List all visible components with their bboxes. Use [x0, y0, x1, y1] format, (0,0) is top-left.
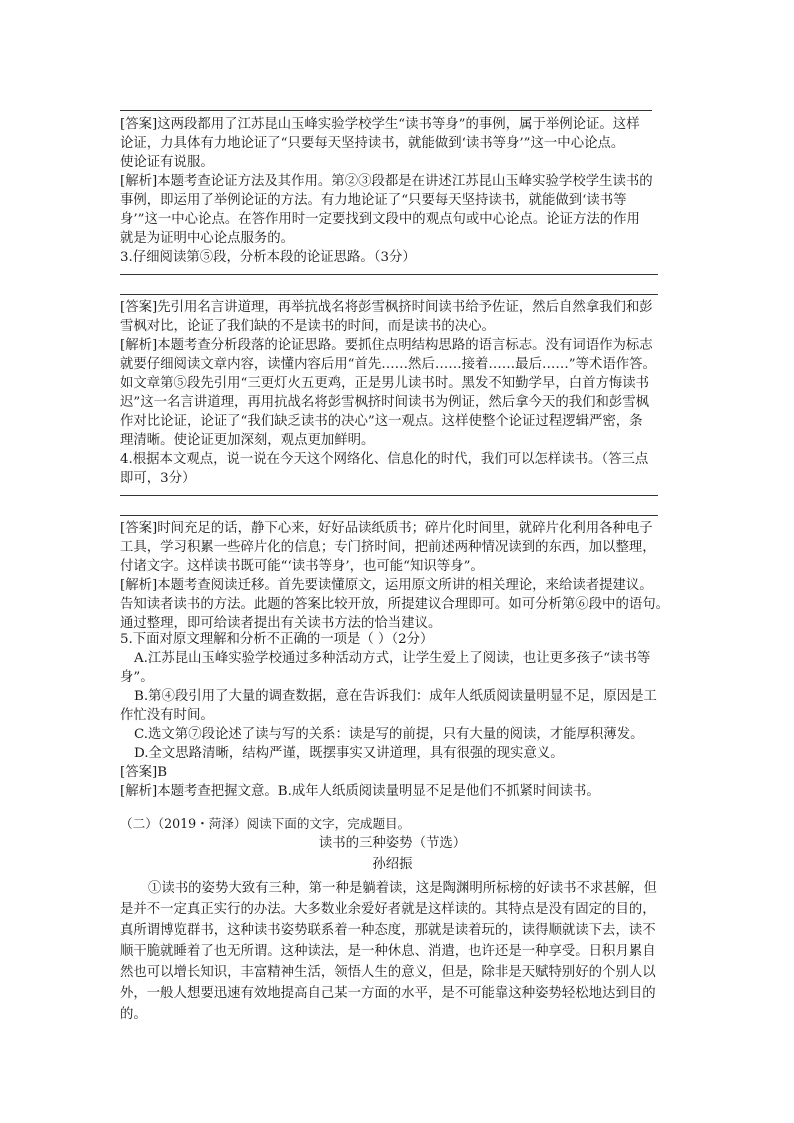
- answer-line: [答案]先引用名言讲道理，再举抗战名将彭雪枫挤时间读书给予佐证，然后自然拿我们和彭: [120, 300, 653, 315]
- question-line: 4.根据本文观点，说一说在今天这个网络化、信息化的时代，我们可以怎样读书。（答三点: [120, 452, 649, 467]
- option-c: C.选文第⑦段论述了读与写的关系：读是写的前提，只有大量的阅读，才能厚积薄发。: [134, 727, 644, 742]
- answer-blank-line: [120, 294, 658, 295]
- article-author: [120, 855, 665, 874]
- q2-analysis: [120, 172, 665, 248]
- answer-blank-line: [120, 495, 658, 496]
- answer-line: 付诸文字。这样读书既可能“‘读书等身’，也可能“知识等身”。: [120, 559, 484, 574]
- question-line: 即可，3分）: [120, 471, 196, 486]
- q4-answer: [120, 519, 665, 576]
- analysis-line: [解析]本题考查论证方法及其作用。第②③段都是在讲述江苏昆山玉峰实验学校学生读书的: [120, 174, 653, 189]
- analysis-line: 通过整理，即可给读者提出有关读书方法的恰当建议。: [120, 616, 442, 631]
- option-b: B.第④段引用了大量的调查数据，意在告诉我们：成年人纸质阅读量明显不足，原因是工: [134, 689, 657, 704]
- q3-analysis: [120, 336, 665, 450]
- option-a-cont: 身”。: [120, 670, 154, 685]
- analysis-line: 如文章第⑤段先引用“三更灯火五更鸡，正是男儿读书时。黑发不知勤学早，白首方悔读书: [120, 376, 650, 391]
- q3-question: [120, 248, 665, 267]
- section-intro: [120, 814, 665, 833]
- option-d: D.全文思路清晰，结构严谨，既摆事实又讲道理，具有很强的现实意义。: [134, 746, 564, 761]
- article-title-text: 读书的三种姿势（节选）: [318, 836, 467, 851]
- option-b-cont: 作忙没有时间。: [120, 708, 214, 723]
- answer-line: [答案]这两段都用了江苏昆山玉峰实验学校学生“读书等身”的事例，属于举例论证。这样: [120, 117, 640, 132]
- paragraph-line: 顺干脆就睡着了也无所谓。这种读法，是一种休息、消遣，也许还是一种享受。日积月累自: [120, 944, 656, 959]
- paragraph-line: 真所谓博览群书，这种读书姿势联系着一种态度，那就是读着玩的，读得顺就读下去，读不: [120, 923, 656, 938]
- answer-line: [答案]B: [120, 765, 168, 780]
- q5-block: [120, 630, 665, 801]
- question-text: 5.下面对原文理解和分析不正确的一项是（ ）（2分）: [120, 632, 434, 647]
- answer-line: 雪枫对比，论证了我们缺的不是读书的时间，而是读书的决心。: [120, 319, 495, 334]
- q4-analysis: [120, 576, 670, 633]
- answer-blank-line: [120, 110, 652, 111]
- analysis-line: 就是为证明中心论点服务的。: [120, 231, 295, 246]
- question-text: 3.仔细阅读第⑤段，分析本段的论证思路。（3分）: [120, 250, 416, 265]
- answer-line: 使论证有说服。: [120, 155, 214, 170]
- article-title: [120, 834, 665, 853]
- q3-answer: [120, 298, 665, 336]
- analysis-line: [解析]本题考查分析段落的论证思路。要抓住点明结构思路的语言标志。没有词语作为标志: [120, 338, 653, 353]
- analysis-line: 作对比论证，论证了“我们缺乏读书的决心”这一观点。这样使整个论证过程逻辑严密，条: [120, 414, 643, 429]
- analysis-line: [解析]本题考查阅读迁移。首先要读懂原文，运用原文所讲的相关理论，来给读者提建议。: [120, 578, 653, 593]
- paragraph-line: 是并不一定真正实行的办法。大多数业余爱好者就是这样读的。其特点是没有固定的目的，: [120, 902, 656, 917]
- answer-line: [答案]时间充足的话，静下心来，好好品读纸质书；碎片化时间里，就碎片化利用各种电子: [120, 521, 653, 536]
- answer-line: 论证，力具体有力地论证了“只要每天坚持读书，就能做到‘读书等身’”这一中心论点。: [120, 136, 625, 151]
- section-intro-text: （二）（2019・菏泽）阅读下面的文字，完成题目。: [120, 816, 411, 831]
- answer-blank-line: [120, 515, 658, 516]
- analysis-line: 身’”这一中心论点。在答作用时一定要找到文段中的观点句或中心论点。论证方法的作用: [120, 212, 640, 227]
- option-a: A.江苏昆山玉峰实验学校通过多种活动方式，让学生爱上了阅读，也让更多孩子“读书等: [134, 651, 651, 666]
- q2-answer: [120, 115, 665, 172]
- analysis-line: 事例，即运用了举例论证的方法。有力地论证了“只要每天坚持读书，就能做到‘读书等: [120, 193, 627, 208]
- paragraph-line: 然也可以增长知识，丰富精神生活，领悟人生的意义，但是，除非是天赋特别好的个别人以: [120, 965, 656, 980]
- analysis-line: 就要仔细阅读文章内容，读懂内容后用“首先……然后……接着……最后……”等术语作答。: [120, 357, 656, 372]
- article-author-text: 孙绍振: [372, 857, 413, 872]
- q4-question: [120, 450, 665, 488]
- analysis-line: [解析]本题考查把握文意。B.成年人纸质阅读量明显不足是他们不抓紧时间读书。: [120, 784, 600, 799]
- analysis-line: 迟”这一名言讲道理，再用抗战名将彭雪枫挤时间读书为例证，然后拿今天的我们和彭雪枫: [120, 395, 650, 410]
- answer-blank-line: [120, 274, 658, 275]
- paragraph-line: 外，一般人想要迅速有效地提高自己某一方面的水平，是不可能靠这种姿势轻松地达到目的: [120, 986, 656, 1001]
- paragraph-line: 的。: [120, 1007, 147, 1022]
- paragraph-line: ①读书的姿势大致有三种，第一种是躺着读，这是陶渊明所标榜的好读书不求甚解，但: [148, 881, 657, 896]
- analysis-line: 告知读者读书的方法。此题的答案比较开放，所提建议合理即可。如可分析第⑥段中的语句。: [120, 597, 670, 612]
- answer-line: 工具，学习积累一些碎片化的信息；专门挤时间，把前述两种情况读到的东西，加以整理，: [120, 540, 656, 555]
- article-paragraph-1: [120, 878, 665, 1025]
- analysis-line: 理清晰。使论证更加深刻，观点更加鲜明。: [120, 433, 375, 448]
